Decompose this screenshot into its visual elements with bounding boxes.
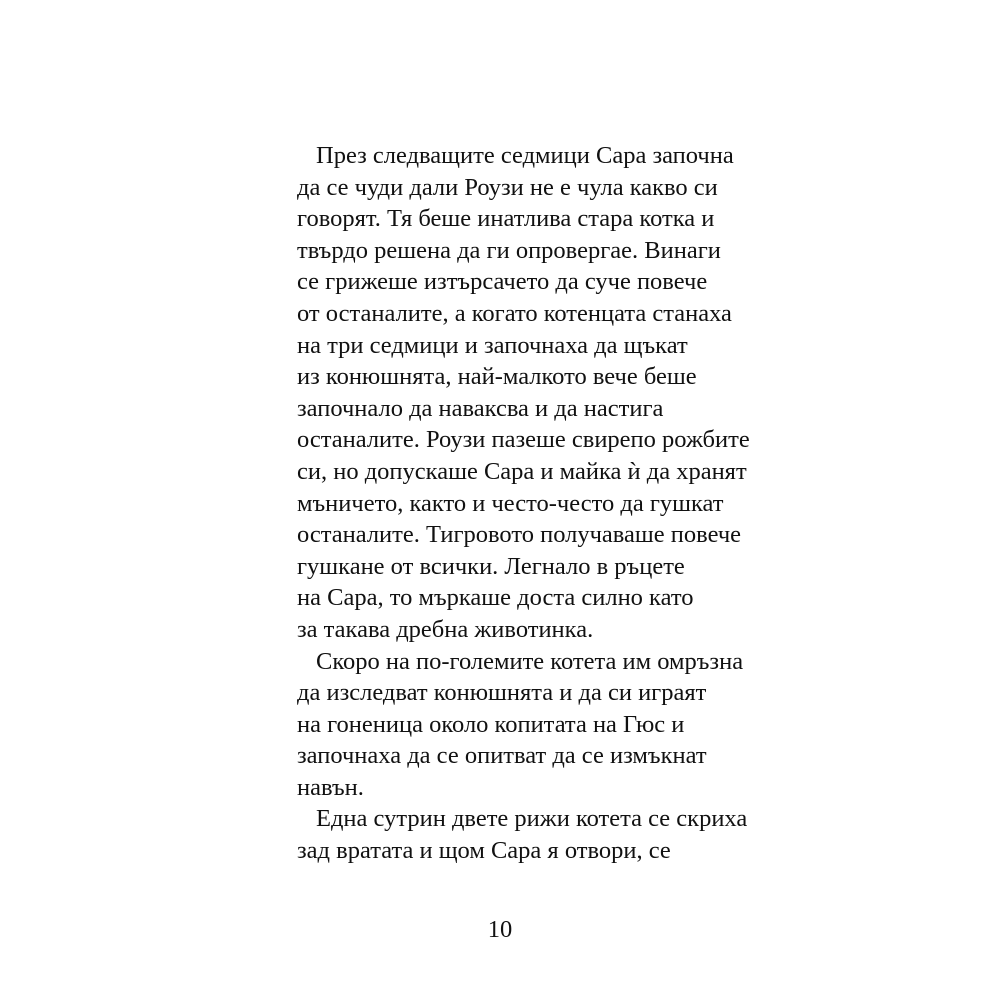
text-line: Скоро на по-големите котета им омръзна <box>316 647 744 675</box>
text-line: от останалите, а когато котенцата станаха <box>297 299 732 327</box>
body-text <box>297 140 767 867</box>
text-line: се грижеше изтърсачето да суче повече <box>297 268 708 296</box>
text-line: останалите. Роузи пазеше свирепо рожбите <box>297 426 750 454</box>
text-line: из конюшнята, най-малкото вече беше <box>297 363 697 391</box>
text-line: започнало да наваксва и да настига <box>297 394 664 422</box>
text-line: си, но допускаше Сара и майка ѝ да хранят <box>297 457 747 485</box>
text-line: Една сутрин двете рижи котета се скриха <box>316 805 748 833</box>
text-line: твърдо решена да ги опровергае. Винаги <box>297 236 721 264</box>
text-line: останалите. Тигровото получаваше повече <box>297 521 742 549</box>
text-line: да се чуди дали Роузи не е чула какво си <box>297 173 718 201</box>
text-line: зад вратата и щом Сара я отвори, се <box>297 837 671 865</box>
text-line: навън. <box>297 773 364 801</box>
text-line: През следващите седмици Сара започна <box>316 142 734 169</box>
text-line: на Сара, то мъркаше доста силно като <box>297 584 694 612</box>
text-line: на гоненица около копитата на Гюс и <box>297 710 685 738</box>
text-line: за такава дребна животинка. <box>297 615 594 643</box>
page-number: 10 <box>487 916 513 943</box>
text-line: гушкане от всички. Легнало в ръцете <box>297 552 685 580</box>
text-line: да изследват конюшнята и да си играят <box>297 679 707 707</box>
text-line: на три седмици и започнаха да щъкат <box>297 331 688 359</box>
text-line: мъничето, както и често-често да гушкат <box>297 489 724 517</box>
text-line: говорят. Тя беше инатлива стара котка и <box>297 205 715 233</box>
text-line: започнаха да се опитват да се измъкнат <box>297 742 707 770</box>
